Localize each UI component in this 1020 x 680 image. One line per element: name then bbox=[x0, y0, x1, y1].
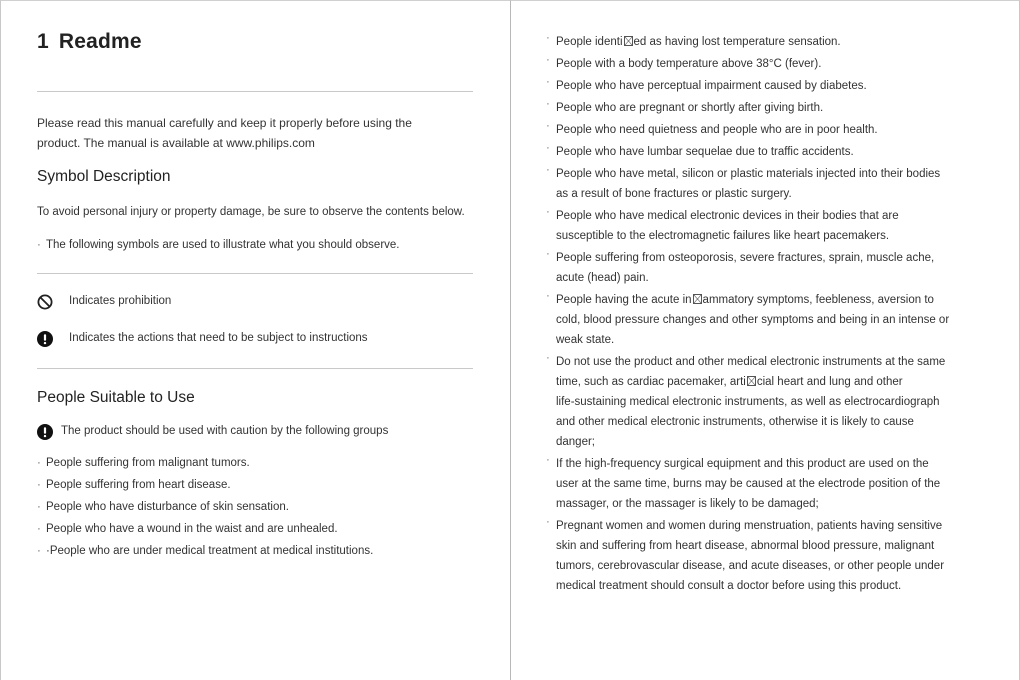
bullet-dot: · bbox=[37, 545, 41, 557]
text-fragment: People who have metal, silicon or plastic materials injected into their bodies bbox=[556, 168, 941, 180]
bullet-dot: · bbox=[546, 54, 550, 66]
bullet-dot: · bbox=[546, 516, 550, 528]
people-list-item-text: People suffering from malignant tumors. bbox=[46, 457, 250, 469]
right-list-item-text bbox=[556, 290, 988, 350]
people-list-item bbox=[37, 545, 373, 557]
text-line bbox=[556, 536, 988, 556]
text-line bbox=[556, 76, 988, 96]
text-fragment: Do not use the product and other medical electronic instruments at the same bbox=[556, 356, 946, 368]
caution-label: The product should be used with caution by the following groups bbox=[61, 425, 389, 437]
people-list-item-text: ·People who are under medical treatment at medical institutions. bbox=[46, 545, 374, 557]
text-fragment: ed as having lost temperature sensation. bbox=[633, 36, 841, 48]
text-fragment: massager, or the massager is likely to be damaged; bbox=[556, 498, 819, 510]
symbol-intro: To avoid personal injury or property damage, be sure to observe the contents below. bbox=[37, 206, 465, 218]
text-fragment: People identi bbox=[556, 36, 623, 48]
right-list-item-text bbox=[556, 248, 988, 288]
text-line bbox=[556, 556, 988, 576]
text-line bbox=[556, 32, 988, 52]
chapter-title bbox=[37, 30, 142, 54]
text-line bbox=[556, 412, 988, 432]
text-line bbox=[556, 392, 988, 412]
text-fragment: life-sustaining medical electronic instruments, as well as electrocardiograph bbox=[556, 396, 940, 408]
text-line bbox=[556, 226, 988, 246]
right-list-item-text bbox=[556, 76, 988, 96]
text-line bbox=[556, 98, 988, 118]
missing-glyph-box bbox=[624, 36, 633, 46]
bullet-dot: · bbox=[546, 98, 550, 110]
exclamation-icon bbox=[37, 424, 53, 440]
text-line bbox=[556, 120, 988, 140]
text-line bbox=[556, 310, 988, 330]
text-line bbox=[556, 494, 988, 514]
symbol-description-heading: Symbol Description bbox=[37, 168, 171, 185]
people-list-item-text: People who have a wound in the waist and are unhealed. bbox=[46, 523, 338, 535]
bullet-dot: · bbox=[546, 32, 550, 44]
text-line bbox=[556, 164, 988, 184]
people-list-item bbox=[37, 479, 231, 491]
text-fragment: danger; bbox=[556, 436, 596, 448]
text-fragment: People who need quietness and people who are in poor health. bbox=[556, 124, 878, 136]
text-line bbox=[556, 184, 988, 204]
text-fragment: tumors, cerebrovascular disease, and acute diseases, or other people under bbox=[556, 560, 945, 572]
text-fragment: People with a body temperature above 38°C (fever). bbox=[556, 58, 822, 70]
text-fragment: cial heart and lung and other bbox=[756, 376, 903, 388]
people-list-item bbox=[37, 501, 289, 513]
text-line bbox=[556, 432, 988, 452]
text-fragment: user at the same time, burns may be caused at the electrode position of the bbox=[556, 478, 941, 490]
people-list-item-text: People suffering from heart disease. bbox=[46, 479, 231, 491]
text-fragment: and other medical electronic instruments, otherwise it is likely to cause bbox=[556, 416, 914, 428]
right-list-item-text bbox=[556, 54, 988, 74]
text-fragment: medical treatment should consult a doctor before using this product. bbox=[556, 580, 902, 592]
prohibition-label: Indicates prohibition bbox=[69, 295, 172, 307]
text-line bbox=[556, 330, 988, 350]
bullet-dot: · bbox=[546, 164, 550, 176]
right-list-item-text bbox=[556, 32, 988, 52]
text-line bbox=[556, 352, 988, 372]
divider bbox=[37, 273, 473, 274]
divider bbox=[37, 368, 473, 369]
text-line bbox=[556, 474, 988, 494]
bullet-dot: · bbox=[546, 290, 550, 302]
text-fragment: Pregnant women and women during menstruation, patients having sensitive bbox=[556, 520, 943, 532]
text-line bbox=[556, 516, 988, 536]
text-line bbox=[556, 290, 988, 310]
text-line bbox=[556, 268, 988, 288]
intro-line-1: Please read this manual carefully and keep it properly before using the bbox=[37, 116, 412, 130]
text-fragment: skin and suffering from heart disease, abnormal blood pressure, malignant bbox=[556, 540, 935, 552]
text-fragment: as a result of bone fractures or plastic surgery. bbox=[556, 188, 792, 200]
chapter-title-text: Readme bbox=[58, 30, 142, 53]
bullet-dot: · bbox=[37, 239, 41, 251]
right-list-item-text bbox=[556, 142, 988, 162]
text-line bbox=[556, 454, 988, 474]
exclamation-icon bbox=[37, 331, 53, 347]
prohibition-icon bbox=[37, 294, 53, 310]
right-list-item-text bbox=[556, 206, 988, 246]
bullet-dot: · bbox=[546, 76, 550, 88]
divider bbox=[37, 91, 473, 92]
right-list-item-text bbox=[556, 120, 988, 140]
right-list-item-text bbox=[556, 516, 988, 596]
text-fragment: acute (head) pain. bbox=[556, 272, 649, 284]
bullet-dot: · bbox=[546, 120, 550, 132]
intro-line-2: product. The manual is available at www.philips.com bbox=[37, 136, 315, 150]
text-fragment: cold, blood pressure changes and other symptoms and being in an intense or bbox=[556, 314, 950, 326]
text-fragment: People who have lumbar sequelae due to traffic accidents. bbox=[556, 146, 854, 158]
bullet-dot: · bbox=[37, 457, 41, 469]
text-line bbox=[556, 576, 988, 596]
bullet-dot: · bbox=[546, 206, 550, 218]
people-list-item bbox=[37, 523, 338, 535]
bullet-dot: · bbox=[37, 501, 41, 513]
people-list-item bbox=[37, 457, 250, 469]
symbol-bullet bbox=[37, 239, 400, 251]
bullet-dot: · bbox=[37, 479, 41, 491]
bullet-dot: · bbox=[37, 523, 41, 535]
symbol-bullet-text: The following symbols are used to illustrate what you should observe. bbox=[46, 239, 400, 251]
missing-glyph-box bbox=[747, 376, 756, 386]
text-fragment: People having the acute in bbox=[556, 294, 692, 306]
right-list-item-text bbox=[556, 164, 988, 204]
bullet-dot: · bbox=[546, 454, 550, 466]
text-line bbox=[556, 142, 988, 162]
text-fragment: ammatory symptoms, feebleness, aversion to bbox=[702, 294, 934, 306]
right-list-item-text bbox=[556, 454, 988, 514]
right-list-item-text bbox=[556, 98, 988, 118]
text-fragment: susceptible to the electromagnetic failures like heart pacemakers. bbox=[556, 230, 890, 242]
text-line bbox=[556, 248, 988, 268]
right-list-item-text bbox=[556, 352, 988, 452]
missing-glyph-box bbox=[693, 294, 702, 304]
text-fragment: People who have medical electronic devices in their bodies that are bbox=[556, 210, 899, 222]
text-fragment: People who are pregnant or shortly after giving birth. bbox=[556, 102, 824, 114]
instruction-label: Indicates the actions that need to be subject to instructions bbox=[69, 332, 368, 344]
people-list-item-text: People who have disturbance of skin sensation. bbox=[46, 501, 289, 513]
text-fragment: weak state. bbox=[556, 334, 615, 346]
chapter-number: 1 bbox=[37, 30, 49, 53]
text-line bbox=[556, 206, 988, 226]
people-suitable-heading: People Suitable to Use bbox=[37, 389, 195, 406]
bullet-dot: · bbox=[546, 352, 550, 364]
text-line bbox=[556, 54, 988, 74]
text-fragment: If the high-frequency surgical equipment and this product are used on the bbox=[556, 458, 929, 470]
bullet-dot: · bbox=[546, 142, 550, 154]
text-fragment: People who have perceptual impairment caused by diabetes. bbox=[556, 80, 867, 92]
text-line bbox=[556, 372, 988, 392]
text-fragment: People suffering from osteoporosis, severe fractures, sprain, muscle ache, bbox=[556, 252, 935, 264]
text-fragment: time, such as cardiac pacemaker, arti bbox=[556, 376, 746, 388]
bullet-dot: · bbox=[546, 248, 550, 260]
